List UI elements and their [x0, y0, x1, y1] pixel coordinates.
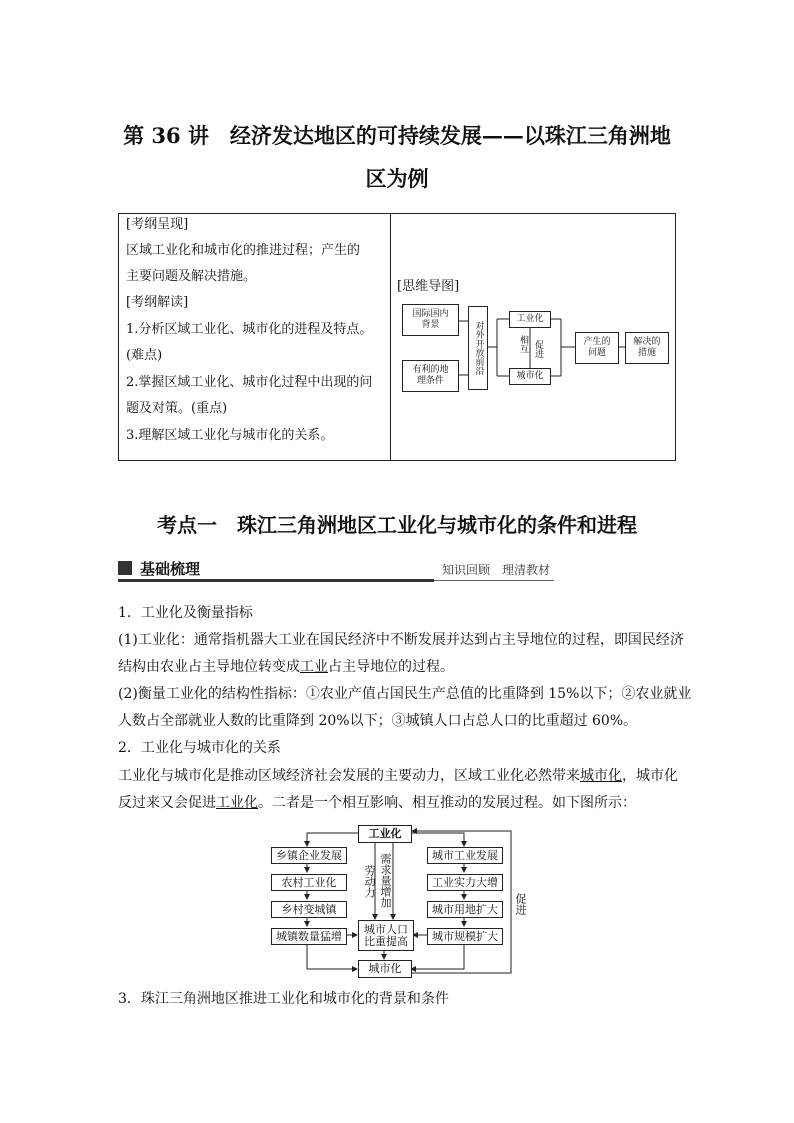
- text-span: 结构由农业占主导地位转变成: [118, 659, 300, 675]
- outline-left-cell: [119, 214, 391, 460]
- outline-line: 2.掌握区域工业化、城市化过程中出现的问: [126, 375, 373, 390]
- heading-2: 2．工业化与城市化的关系: [118, 740, 281, 756]
- mind-map-box-solutions: 解决的 措施: [625, 332, 669, 364]
- flow-box-right-4: 城市规模扩大: [427, 928, 503, 945]
- paragraph-line: 人数占全部就业人数的比重降到 20%以下；③城镇人口占总人口的比重超过 60%。: [118, 713, 638, 729]
- heading-3: 3．珠江三角洲地区推进工业化和城市化的背景和条件: [118, 991, 449, 1007]
- mind-map-box-urbanization: 城市化: [509, 368, 551, 385]
- text-span: 工业化与城市化是推动区域经济社会发展的主要动力，区域工业化必然带来: [118, 768, 580, 784]
- flow-label-demand: 需求量增加: [379, 853, 392, 908]
- mind-map-label: [思维导图]: [397, 279, 460, 294]
- outline-line: 题及对策。(重点): [126, 401, 228, 416]
- section-title: 考点一 珠江三角洲地区工业化与城市化的条件和进程: [157, 513, 637, 537]
- mind-map-box-geo-conditions: 有利的地 理条件: [402, 360, 459, 392]
- flow-label-labor: 劳动力: [363, 865, 376, 898]
- text-span: 占主导地位的过程。: [328, 659, 454, 675]
- underlined-term: 城市化: [580, 768, 622, 784]
- outline-line: 区域工业化和城市化的推进过程；产生的: [126, 243, 361, 258]
- flow-box-left-1: 乡镇企业发展: [271, 847, 347, 864]
- basics-title: 基础梳理: [140, 560, 201, 578]
- outline-line: (难点): [126, 348, 163, 363]
- flow-box-right-1: 城市工业发展: [427, 847, 503, 864]
- page-title-line-1: 第 36 讲 经济发达地区的可持续发展——以珠江三角洲地: [123, 123, 671, 148]
- basics-thick-rule: [118, 579, 434, 582]
- mind-map-box-industrialization: 工业化: [509, 311, 551, 328]
- flow-box-left-4: 城镇数量猛增: [271, 928, 347, 945]
- outline-line: 3.理解区域工业化与城市化的关系。: [126, 428, 334, 443]
- mind-map-box-background: 国际国内 背景: [402, 304, 459, 336]
- outline-line: 1.分析区域工业化、城市化的进程及特点。: [126, 322, 373, 337]
- outline-line: 主要问题及解决措施。: [126, 269, 257, 284]
- flow-box-industrialization: 工业化: [358, 825, 412, 843]
- basics-hint: 知识回顾 理清教材: [442, 563, 551, 577]
- flow-box-urbanization: 城市化: [358, 960, 412, 978]
- basics-header: [118, 558, 678, 582]
- flow-box-urban-population: 城市人口 比重提高: [358, 920, 414, 951]
- paragraph-line: [118, 767, 678, 785]
- mind-map-promote-label: 促进: [533, 340, 543, 358]
- outline-line: [考纲呈现]: [126, 217, 189, 232]
- flow-diagram: [265, 823, 529, 981]
- flow-label-promote: 促进: [514, 893, 527, 915]
- flow-box-right-2: 工业实力大增: [427, 874, 503, 891]
- basics-thin-rule: [434, 580, 554, 581]
- heading-1: 1．工业化及衡量指标: [118, 605, 253, 621]
- paragraph-line: (2)衡量工业化的结构性指标：①农业产值占国民生产总值的比重降到 15%以下；②农业就业: [118, 686, 692, 702]
- page-title-line-2: 区为例: [365, 166, 429, 191]
- basics-square-icon: [118, 561, 132, 575]
- outline-line: [考纲解读]: [126, 295, 189, 310]
- mind-map-box-problems: 产生的 问题: [575, 332, 619, 364]
- mind-map: [391, 214, 675, 460]
- paragraph-line: (1)工业化：通常指机器大工业在国民经济中不断发展并达到占主导地位的过程，即国民经济: [118, 632, 684, 648]
- underlined-term: 工业: [300, 659, 328, 675]
- paragraph-line: [118, 658, 678, 676]
- flow-box-left-2: 农村工业化: [271, 874, 347, 891]
- text-span: ，城市化: [622, 768, 678, 784]
- outline-table: [118, 213, 676, 461]
- flow-box-left-3: 乡村变城镇: [271, 901, 347, 918]
- underlined-term: 工业化: [216, 795, 258, 811]
- flow-box-right-3: 城市用地扩大: [427, 901, 503, 918]
- paragraph-line: [118, 794, 678, 812]
- mind-map-box-opening: 对外开放前沿: [468, 306, 488, 390]
- mind-map-mutual-label: 相互: [518, 335, 528, 353]
- text-span: 反过来又会促进: [118, 795, 216, 811]
- text-span: 。二者是一个相互影响、相互推动的发展过程。如下图所示：: [258, 795, 636, 811]
